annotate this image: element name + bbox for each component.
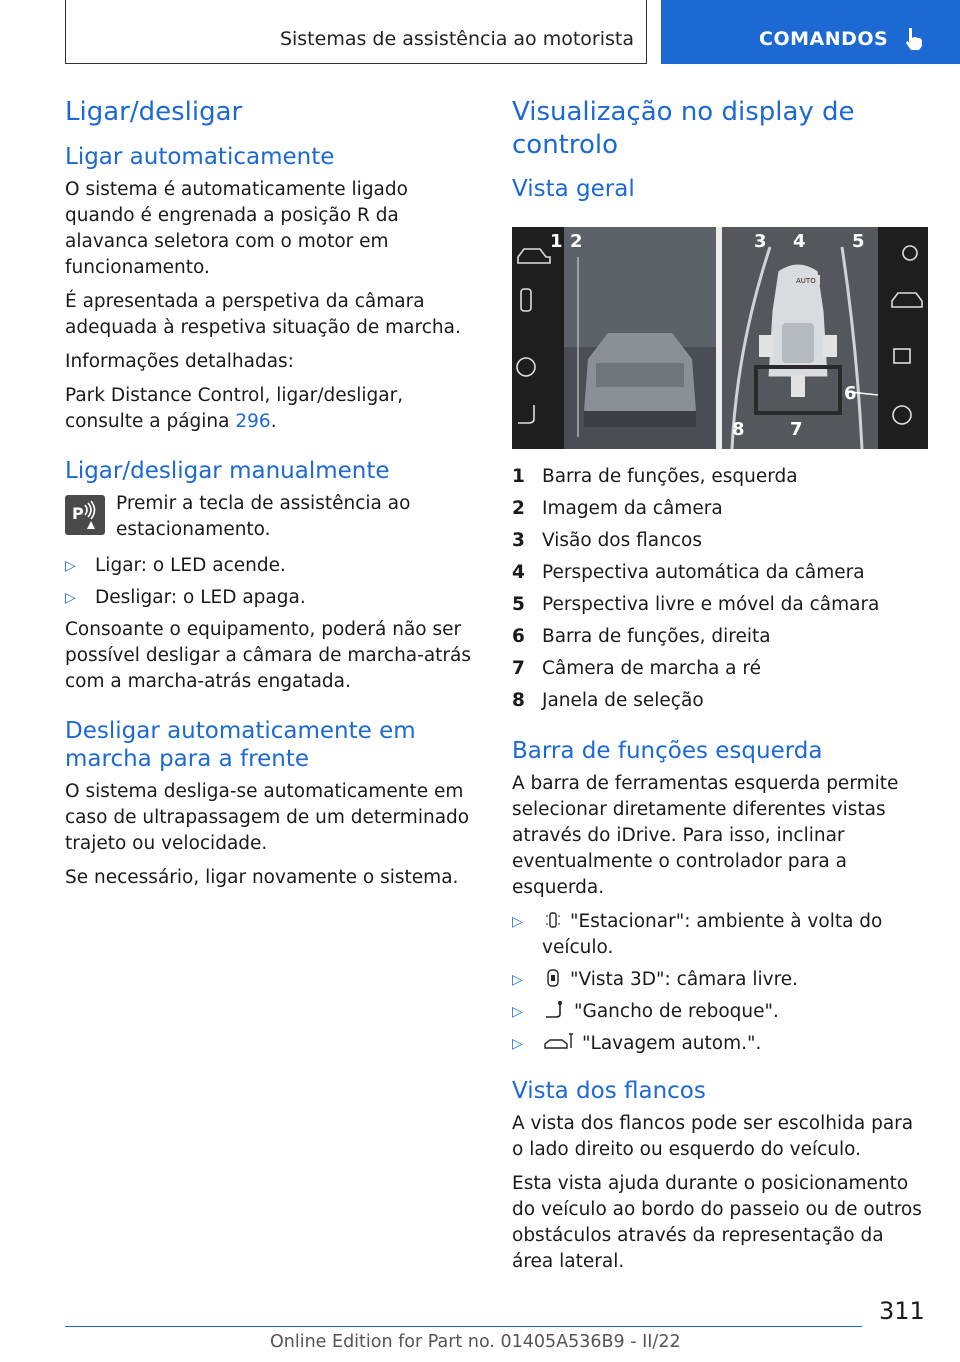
right-column bbox=[512, 96, 930, 1283]
triangle-bullet-icon: ▷ bbox=[65, 589, 76, 606]
footer-edition: Online Edition for Part no. 01405A536B9 - II/22 bbox=[270, 1332, 681, 1352]
figure-label: 3 bbox=[754, 231, 767, 253]
header-chapter-title: COMANDOS bbox=[759, 28, 889, 50]
list-item: ▷ "Estacionar": ambiente à volta do veículo. bbox=[512, 911, 883, 959]
footer-divider bbox=[65, 1326, 862, 1327]
parking-view-icon bbox=[542, 910, 564, 930]
paragraph-perspective: É apresentada a perspetiva da câmara adequada à respetiva situação de marcha. bbox=[65, 290, 461, 338]
legend-item: 4 Perspectiva automática da câmera bbox=[512, 562, 865, 584]
auto-badge: AUTO bbox=[796, 277, 816, 286]
paragraph-auto-off: O sistema desliga-se automaticamente em caso de ultrapassagem de um determinado trajeto ou velocidade. bbox=[65, 780, 470, 854]
svg-text:P: P bbox=[72, 503, 84, 523]
paragraph-press-button: Premir a tecla de assistência ao estacionamento. bbox=[116, 492, 411, 540]
figure-legend bbox=[512, 461, 930, 717]
figure-label: 6 bbox=[844, 383, 857, 405]
3d-view-icon bbox=[542, 968, 564, 988]
heading-ligar-desligar: Ligar/desligar bbox=[65, 97, 243, 127]
header-chapter-tab bbox=[661, 0, 960, 64]
heading-left-bar: Barra de funções esquerda bbox=[512, 738, 823, 765]
triangle-bullet-icon: ▷ bbox=[512, 1036, 523, 1053]
legend-item: 8 Janela de seleção bbox=[512, 690, 704, 712]
page-link-296[interactable]: 296 bbox=[235, 410, 271, 432]
paragraph-pdc bbox=[65, 383, 480, 435]
heading-auto-off: Desligar automaticamente em marcha para a frente bbox=[65, 717, 416, 772]
onoff-bullets bbox=[65, 553, 480, 611]
pdc-text: Park Distance Control, ligar/desligar, consulte a página bbox=[65, 384, 404, 432]
paragraph-left-bar: A barra de ferramentas esquerda permite selecionar diretamente diferentes vistas através do iDrive. Para isso, inclinar eventualmente o controlador para a esquerda. bbox=[512, 773, 899, 899]
paragraph-info: Informações detalhadas: bbox=[65, 350, 294, 372]
page-number: 311 bbox=[879, 1297, 925, 1325]
heading-display: Visualização no display de controlo bbox=[512, 97, 855, 160]
button-instruction bbox=[65, 491, 480, 543]
figure-label: 1 bbox=[550, 231, 563, 253]
view-options bbox=[512, 909, 930, 1057]
list-item: ▷ "Lavagem autom.". bbox=[512, 1031, 930, 1057]
legend-item: 2 Imagem da câmera bbox=[512, 498, 723, 520]
heading-flanks: Vista dos flancos bbox=[512, 1078, 706, 1105]
pdc-end: . bbox=[270, 410, 277, 432]
header-section-title: Sistemas de assistência ao motorista bbox=[279, 28, 634, 50]
figure-label: 5 bbox=[852, 231, 865, 253]
parking-assist-button-icon bbox=[65, 495, 105, 535]
heading-overview: Vista geral bbox=[512, 176, 635, 202]
hand-pointer-icon bbox=[901, 26, 927, 52]
heading-ligar-automaticamente: Ligar automaticamente bbox=[65, 143, 335, 170]
paragraph-flanks-1: A vista dos flancos pode ser escolhida para o lado direito ou esquerdo do veículo. bbox=[512, 1113, 914, 1161]
left-column bbox=[65, 96, 480, 899]
paragraph-auto-on: O sistema é automaticamente ligado quando é engrenada a posição R da alavanca seletora com o motor em funcionamento. bbox=[65, 178, 408, 278]
figure-label: 2 bbox=[570, 231, 583, 253]
paragraph-flanks-2: Esta vista ajuda durante o posicionamento do veículo ao bordo do passeio ou de outros obstáculos através da representação da área lateral. bbox=[512, 1173, 922, 1273]
figure-label: 4 bbox=[793, 231, 806, 253]
triangle-bullet-icon: ▷ bbox=[512, 1004, 523, 1021]
list-item: ▷ "Gancho de reboque". bbox=[512, 999, 930, 1025]
triangle-bullet-icon: ▷ bbox=[512, 972, 523, 989]
car-wash-icon bbox=[542, 1032, 576, 1052]
legend-item: 7 Câmera de marcha a ré bbox=[512, 658, 761, 680]
paragraph-switch-on-again: Se necessário, ligar novamente o sistema. bbox=[65, 866, 459, 888]
legend-item: 1 Barra de funções, esquerda bbox=[512, 466, 798, 488]
list-item: ▷ Ligar: o LED acende. bbox=[65, 553, 480, 579]
camera-display-illustration bbox=[512, 227, 928, 449]
figure-label: 8 bbox=[732, 419, 745, 441]
legend-item: 3 Visão dos flancos bbox=[512, 530, 702, 552]
legend-item: 6 Barra de funções, direita bbox=[512, 626, 771, 648]
camera-display-figure bbox=[512, 227, 928, 449]
tow-hitch-icon bbox=[542, 1000, 568, 1020]
triangle-bullet-icon: ▷ bbox=[512, 914, 523, 931]
triangle-bullet-icon: ▷ bbox=[65, 557, 76, 574]
header-section-box bbox=[65, 0, 647, 64]
heading-manual: Ligar/desligar manualmente bbox=[65, 457, 390, 484]
paragraph-equipment: Consoante o equipamento, poderá não ser possível desligar a câmara de marcha-atrás com a marcha-atrás engatada. bbox=[65, 618, 471, 692]
figure-label: 7 bbox=[790, 419, 803, 441]
legend-item: 5 Perspectiva livre e móvel da câmara bbox=[512, 594, 880, 616]
list-item: ▷ Desligar: o LED apaga. bbox=[65, 585, 480, 611]
list-item: ▷ "Vista 3D": câmara livre. bbox=[512, 967, 930, 993]
